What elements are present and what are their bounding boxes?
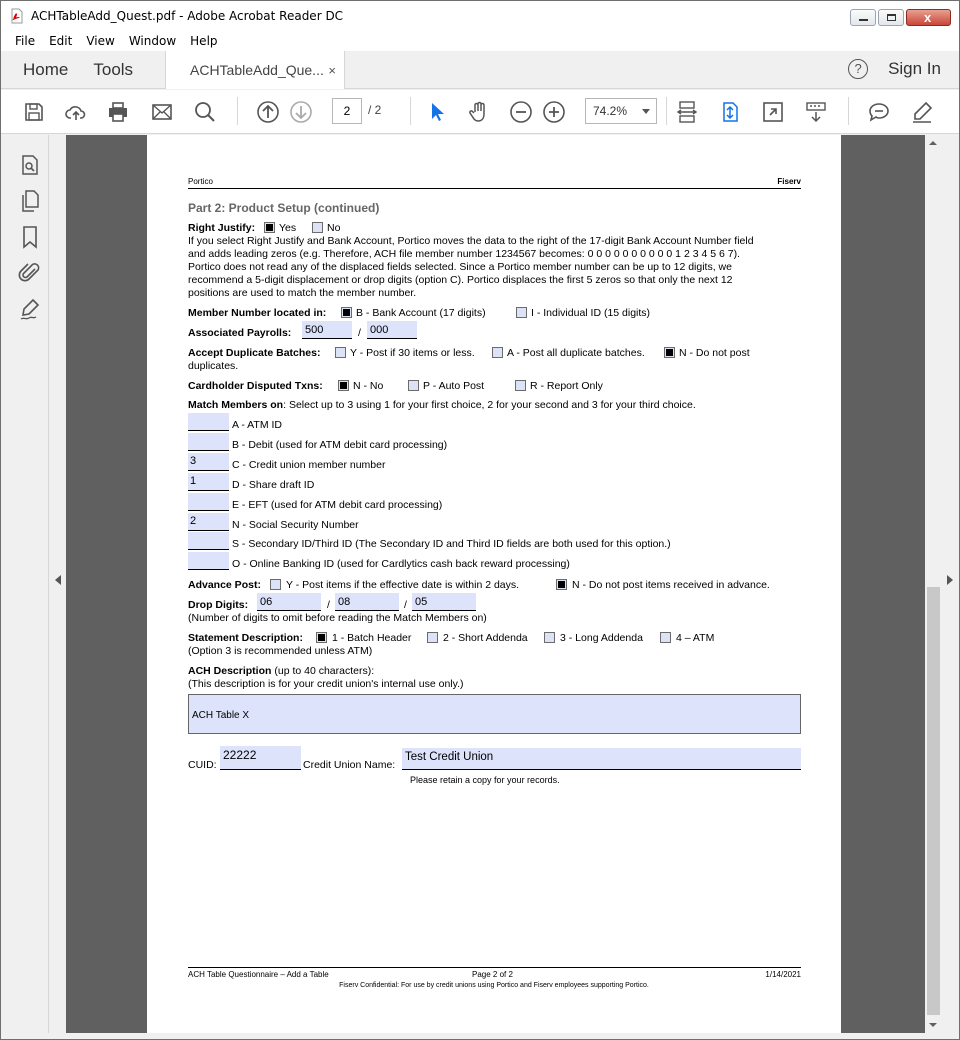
signature-pen-icon[interactable] (18, 297, 42, 321)
advance-n-label: N - Do not post items received in advance. (572, 579, 770, 591)
toolbar (1, 90, 959, 134)
statement-label: Statement Description: (188, 632, 303, 644)
match-e-label: E - EFT (used for ATM debit card processing) (232, 499, 443, 511)
zoom-out-icon[interactable] (508, 99, 534, 125)
disputed-label: Cardholder Disputed Txns: (188, 380, 323, 392)
pdf-page (147, 135, 841, 1033)
right-justify-text-1: If you select Right Justify and Bank Account, Portico moves the data to the right of the 17-digit Bank Account Number field (188, 235, 754, 247)
header-right: Fiserv (777, 177, 801, 186)
zoom-in-icon[interactable] (541, 99, 567, 125)
part-title: Part 2: Product Setup (continued) (188, 201, 380, 215)
drop-digits-label: Drop Digits: (188, 599, 249, 611)
dup-a-checkbox[interactable] (492, 347, 503, 358)
zoom-value: 74.2% (593, 104, 628, 118)
dup-n-checkbox[interactable] (664, 347, 675, 358)
statement-note: (Option 3 is recommended unless ATM) (188, 645, 373, 657)
print-icon[interactable] (105, 99, 131, 125)
help-icon[interactable]: ? (848, 59, 868, 79)
cuid-field[interactable]: 22222 (220, 746, 301, 770)
match-e-field[interactable] (188, 493, 229, 511)
match-o-field[interactable] (188, 552, 229, 570)
right-justify-yes-label: Yes (279, 222, 297, 234)
menu-window[interactable]: Window (128, 33, 177, 48)
match-members-label: Match Members on (188, 399, 284, 411)
disputed-r-checkbox[interactable] (515, 380, 526, 391)
hand-tool-icon[interactable] (466, 99, 492, 125)
search-icon[interactable] (192, 99, 218, 125)
statement-4-checkbox[interactable] (660, 632, 671, 643)
select-cursor-icon[interactable] (424, 99, 450, 125)
disputed-p-checkbox[interactable] (408, 380, 419, 391)
dup-batches-label: Accept Duplicate Batches: (188, 347, 321, 359)
statement-3-checkbox[interactable] (544, 632, 555, 643)
email-icon[interactable] (149, 99, 175, 125)
save-icon[interactable] (21, 99, 47, 125)
dup-a-label: A - Post all duplicate batches. (507, 347, 645, 359)
advance-n-checkbox[interactable] (556, 579, 567, 590)
page-number-input[interactable]: 2 (332, 98, 362, 124)
expand-left-arrow-icon[interactable] (55, 575, 61, 585)
right-justify-label: Right Justify: (188, 222, 256, 234)
match-members-text (188, 399, 696, 412)
member-number-b-label: B - Bank Account (17 digits) (356, 307, 486, 319)
menu-help[interactable]: Help (190, 33, 218, 48)
payroll-separator: / (358, 327, 361, 339)
bookmark-icon[interactable] (18, 225, 42, 249)
match-s-label: S - Secondary ID/Third ID (The Secondary ID and Third ID fields are both used for this option.) (232, 538, 671, 550)
ach-description-field[interactable]: ACH Table X (188, 694, 801, 734)
right-justify-text-2: and adds leading zeros (e.g. Therefore, ACH file member number 1234567 becomes: 0 0 0 0 0 0 0 0 0 0 1 2 3 4 5 6 7). (188, 248, 740, 260)
maximize-button[interactable] (878, 9, 904, 26)
sign-in-button[interactable]: Sign In (888, 59, 941, 78)
highlight-pen-icon[interactable] (909, 99, 935, 125)
upload-cloud-icon[interactable] (63, 99, 89, 125)
next-page-icon[interactable] (288, 99, 314, 125)
chevron-down-icon (642, 109, 650, 114)
pdf-app-icon (9, 8, 25, 24)
ach-desc-note: (This description is for your credit union's internal use only.) (188, 678, 464, 690)
drop-sep-2: / (404, 599, 407, 611)
menu-view[interactable]: View (86, 33, 115, 48)
fit-width-icon[interactable] (674, 99, 700, 125)
scroll-up-icon[interactable] (929, 141, 937, 145)
drop-sep-1: / (327, 599, 330, 611)
menu-bar (1, 30, 959, 51)
zoom-select[interactable] (585, 98, 657, 124)
disputed-n-label: N - No (353, 380, 384, 392)
previous-page-icon[interactable] (255, 99, 281, 125)
scrollbar-thumb[interactable] (927, 587, 940, 1015)
cuid-label: CUID: (188, 759, 217, 771)
footer-left: ACH Table Questionnaire – Add a Table (188, 970, 329, 979)
footer-date: 1/14/2021 (765, 970, 801, 979)
scroll-mode-icon[interactable] (803, 99, 829, 125)
statement-1-label: 1 - Batch Header (332, 632, 412, 644)
drop-digits-1-field[interactable]: 06 (257, 593, 321, 611)
ach-desc-heading (188, 665, 374, 678)
retain-copy-note: Please retain a copy for your records. (410, 775, 560, 785)
advance-post-label: Advance Post: (188, 579, 261, 591)
header-rule (188, 188, 801, 189)
match-d-field[interactable]: 1 (188, 473, 229, 491)
cu-name-field[interactable]: Test Credit Union (402, 748, 801, 770)
match-n-label: N - Social Security Number (232, 519, 359, 531)
member-number-i-label: I - Individual ID (15 digits) (531, 307, 651, 319)
advance-y-checkbox[interactable] (270, 579, 281, 590)
window-title: ACHTableAdd_Quest.pdf - Adobe Acrobat Reader DC (31, 8, 344, 23)
disputed-r-label: R - Report Only (530, 380, 603, 392)
dup-y-label: Y - Post if 30 items or less. (350, 347, 475, 359)
ach-desc-limit: (up to 40 characters): (271, 665, 375, 677)
match-a-label: A - ATM ID (232, 419, 282, 431)
vertical-scrollbar[interactable] (925, 135, 942, 1033)
match-a-field[interactable] (188, 413, 229, 431)
tab-document[interactable] (165, 51, 345, 89)
member-number-i-checkbox[interactable] (516, 307, 527, 318)
right-justify-text-5: positions are used to match the member number. (188, 287, 417, 299)
title-bar (1, 1, 959, 30)
statement-2-label: 2 - Short Addenda (443, 632, 528, 644)
match-n-field[interactable]: 2 (188, 513, 229, 531)
menu-file[interactable]: File (15, 33, 36, 48)
tab-home[interactable]: Home (23, 59, 69, 79)
page-total: / 2 (368, 103, 382, 117)
payroll-1-field[interactable]: 500 (302, 321, 352, 339)
statement-4-label: 4 – ATM (676, 632, 715, 644)
right-justify-text-3: Portico does not read any of the displaced fields selected. Since a Portico member number can be up to 12 digits, we (188, 261, 732, 273)
right-panel-edge (942, 135, 959, 1033)
left-nav-panel (1, 135, 49, 1033)
tab-bar (1, 51, 959, 89)
close-window-button[interactable]: x (906, 9, 951, 26)
match-members-instructions: : Select up to 3 using 1 for your first choice, 2 for your second and 3 for your third choice. (283, 399, 696, 411)
match-c-field[interactable]: 3 (188, 453, 229, 471)
payroll-2-field[interactable]: 000 (367, 321, 417, 339)
pages-icon[interactable] (18, 189, 42, 213)
match-o-label: O - Online Banking ID (used for Cardlytics cash back reward processing) (232, 558, 570, 570)
header-left: Portico (188, 177, 213, 186)
match-b-field[interactable] (188, 433, 229, 451)
dup-n-label: N - Do not post (679, 347, 750, 359)
disputed-p-label: P - Auto Post (423, 380, 485, 392)
left-gutter (49, 135, 66, 1033)
footer-rule (188, 967, 801, 968)
cu-name-label: Credit Union Name: (303, 759, 396, 771)
payrolls-label: Associated Payrolls: (188, 327, 292, 339)
right-justify-text-4: recommend a 5-digit displacement or drop digits (option C). Portico displaces the first 5 zeros so that only the next 12 (188, 274, 733, 286)
match-d-label: D - Share draft ID (232, 479, 315, 491)
comment-icon[interactable] (866, 99, 892, 125)
match-c-label: C - Credit union member number (232, 459, 386, 471)
drop-digits-note: (Number of digits to omit before reading the Match Members on) (188, 612, 487, 624)
dup-y-checkbox[interactable] (335, 347, 346, 358)
page-thumbnails-icon[interactable] (18, 153, 42, 177)
match-b-label: B - Debit (used for ATM debit card processing) (232, 439, 448, 451)
tab-document-label: ACHTableAdd_Que... (190, 62, 324, 78)
member-number-label: Member Number located in: (188, 307, 327, 319)
right-justify-no-label: No (327, 222, 341, 234)
close-tab-icon[interactable]: × (328, 62, 336, 78)
drop-digits-2-field[interactable]: 08 (335, 593, 399, 611)
menu-edit[interactable]: Edit (49, 33, 73, 48)
drop-digits-3-field[interactable]: 05 (412, 593, 476, 611)
statement-2-checkbox[interactable] (427, 632, 438, 643)
right-justify-yes-checkbox[interactable] (264, 222, 275, 233)
match-s-field[interactable] (188, 532, 229, 550)
tab-tools[interactable]: Tools (93, 59, 134, 79)
full-screen-icon[interactable] (760, 99, 786, 125)
minimize-button[interactable] (850, 9, 876, 26)
advance-y-label: Y - Post items if the effective date is within 2 days. (286, 579, 520, 591)
member-number-b-checkbox[interactable] (341, 307, 352, 318)
scroll-down-icon[interactable] (929, 1023, 937, 1027)
statement-3-label: 3 - Long Addenda (560, 632, 643, 644)
expand-right-arrow-icon[interactable] (947, 575, 953, 585)
footer-confidential: Fiserv Confidential: For use by credit unions using Portico and Fiserv employees supporting Portico. (339, 982, 649, 989)
fit-page-icon[interactable] (717, 99, 743, 125)
right-justify-no-checkbox[interactable] (312, 222, 323, 233)
statement-1-checkbox[interactable] (316, 632, 327, 643)
ach-desc-label: ACH Description (188, 665, 272, 677)
dup-cont: duplicates. (188, 360, 239, 372)
footer-page: Page 2 of 2 (472, 970, 513, 979)
disputed-n-checkbox[interactable] (338, 380, 349, 391)
attachment-icon[interactable] (18, 261, 42, 285)
